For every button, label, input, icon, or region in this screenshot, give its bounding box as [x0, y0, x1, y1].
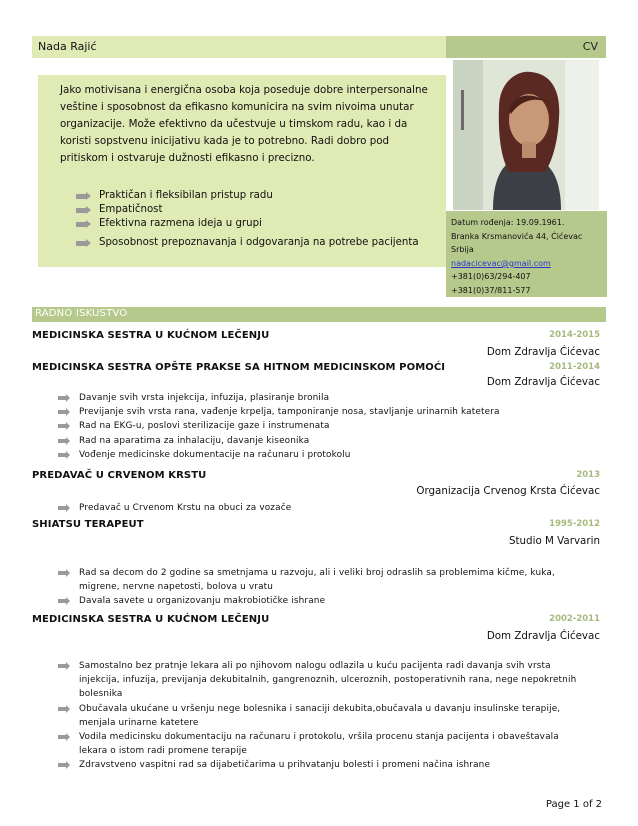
- phone-mobile: +381(0)63/294-407: [451, 272, 531, 282]
- arrow-bullet-icon: [76, 241, 87, 246]
- skill-item: [76, 236, 419, 250]
- skills-list: [76, 189, 419, 250]
- job-dates: 2002-2011: [549, 614, 600, 624]
- job-title: MEDICINSKA SESTRA U KUĆNOM LEČENJU: [32, 614, 270, 625]
- job-organization: Studio M Varvarin: [508, 535, 600, 547]
- list-item: Zdravstveno vaspitni rad sa dijabetičarima u prihvatanju bolesti i promeni načina ishrane: [58, 758, 583, 772]
- section-heading-work-experience: RADNO ISKUSTVO: [32, 307, 606, 322]
- list-item: Samostalno bez pratnje lekara ali po njihovom nalogu odlazila u kuću pacijenta radi davanja svih vrsta injekcija, infuzija, previjanja dekubitalnih, gangrenoznih, ulceroznih, postoperativnih rana, nege nepokretnih bolesnika: [58, 659, 583, 702]
- job-dates: 2013: [576, 470, 600, 480]
- arrow-bullet-icon: [58, 410, 67, 414]
- email-link[interactable]: nadacicevac@gmail.com: [451, 258, 551, 268]
- arrow-bullet-icon: [58, 424, 67, 428]
- arrow-bullet-icon: [58, 763, 67, 767]
- job-entry: [32, 330, 606, 358]
- skill-label: Praktičan i fleksibilan pristup radu: [99, 190, 273, 201]
- header-bar: [32, 36, 606, 58]
- portrait-illustration: [453, 60, 599, 210]
- job-dates: 1995-2012: [549, 519, 600, 529]
- job-duties-list: [58, 501, 606, 515]
- list-item: Vodila medicinsku dokumentaciju na računaru i protokolu, vršila procenu stanja pacijenta i obaveštavala lekara o istom radi promene terapije: [58, 730, 583, 758]
- list-item: Obučavala ukućane u vršenju nege bolesnika i sanaciji dekubita,obučavala u davanju insulinske terapije, menjala urinarne katetere: [58, 702, 583, 730]
- profile-photo: [453, 60, 599, 210]
- job-entry: [32, 470, 606, 513]
- birth-date: Datum rođenja: 19.09.1961.: [451, 218, 565, 227]
- skill-label: Efektivna razmena ideja u grupi: [99, 218, 262, 229]
- job-dates: 2011-2014: [549, 362, 600, 372]
- list-item: Rad na EKG-u, poslovi sterilizacije gaze i instrumenata: [58, 419, 606, 433]
- list-item: Rad na aparatima za inhalaciju, davanje kiseonika: [58, 434, 606, 448]
- job-title: PREDAVAČ U CRVENOM KRSTU: [32, 470, 207, 481]
- arrow-bullet-icon: [58, 453, 67, 457]
- arrow-bullet-icon: [76, 194, 87, 199]
- job-organization: Dom Zdravlja Ćićevac: [486, 376, 600, 388]
- arrow-bullet-icon: [58, 735, 67, 739]
- skill-label: Empatičnost: [99, 204, 163, 215]
- arrow-bullet-icon: [58, 707, 67, 711]
- skill-item: [76, 217, 419, 231]
- job-title: MEDICINSKA SESTRA U KUĆNOM LEČENJU: [32, 330, 270, 341]
- page-number: Page 1 of 2: [545, 799, 602, 810]
- list-item: Rad sa decom do 2 godine sa smetnjama u razvoju, ali i veliki broj odraslih sa problemima kičme, kuka, migrene, nervne napetosti, bolova u vratu: [58, 566, 578, 594]
- skill-item: [76, 189, 419, 203]
- job-organization: Dom Zdravlja Ćićevac: [486, 630, 600, 642]
- arrow-bullet-icon: [58, 506, 67, 510]
- list-item: Vođenje medicinske dokumentacije na računaru i protokolu: [58, 448, 606, 462]
- skill-label: Sposobnost prepoznavanja i odgovaranja na potrebe pacijenta: [99, 237, 419, 248]
- arrow-bullet-icon: [58, 599, 67, 603]
- list-item: Davala savete u organizovanju makrobiotičke ishrane: [58, 594, 578, 608]
- skill-item: [76, 203, 419, 217]
- job-title: SHIATSU TERAPEUT: [32, 519, 144, 530]
- summary-box: [38, 75, 446, 267]
- job-organization: Dom Zdravlja Ćićevac: [486, 346, 600, 358]
- person-name: Nada Rajić: [32, 36, 446, 58]
- job-dates: 2014-2015: [549, 330, 600, 340]
- job-entry: [32, 519, 606, 607]
- job-organization: Organizacija Crvenog Krsta Ćićevac: [416, 485, 600, 497]
- list-item: Predavač u Crvenom Krstu na obuci za vozače: [58, 501, 606, 515]
- phone-landline: +381(0)37/811-577: [451, 285, 531, 295]
- arrow-bullet-icon: [58, 439, 67, 443]
- list-item: Davanje svih vrsta injekcija, infuzija, plasiranje bronila: [58, 391, 606, 405]
- address-street: Branka Krsmanovića 44, Ćićevac: [451, 231, 583, 241]
- job-duties-list: [58, 566, 578, 609]
- arrow-bullet-icon: [58, 664, 67, 668]
- job-entry: [32, 614, 606, 771]
- job-entry: [32, 362, 606, 460]
- arrow-bullet-icon: [76, 208, 87, 213]
- job-duties-list: [58, 659, 583, 773]
- summary-text: Jako motivisana i energična osoba koja poseduje dobre interpersonalne veštine i sposobnost da efikasno komunicira na svim nivoima unutar organizacije. Može efektivno da učestvuje u timskom radu, kao i da koristi sopstvenu inicijativu kada je to potrebno. Radi dobro pod pritiskom i ostvaruje dužnosti efikasno i precizno.: [60, 84, 428, 164]
- arrow-bullet-icon: [58, 571, 67, 575]
- job-duties-list: [58, 391, 606, 462]
- job-title: MEDICINSKA SESTRA OPŠTE PRAKSE SA HITNOM MEDICINSKOM POMOĆI: [32, 362, 446, 373]
- list-item: Previjanje svih vrsta rana, vađenje krpelja, tamponiranje nosa, stavljanje urinarnih katetera: [58, 405, 606, 419]
- contact-box: [446, 211, 607, 297]
- arrow-bullet-icon: [58, 396, 67, 400]
- arrow-bullet-icon: [76, 222, 87, 227]
- doc-type-label: CV: [446, 36, 606, 58]
- address-country: Srbija: [451, 245, 474, 255]
